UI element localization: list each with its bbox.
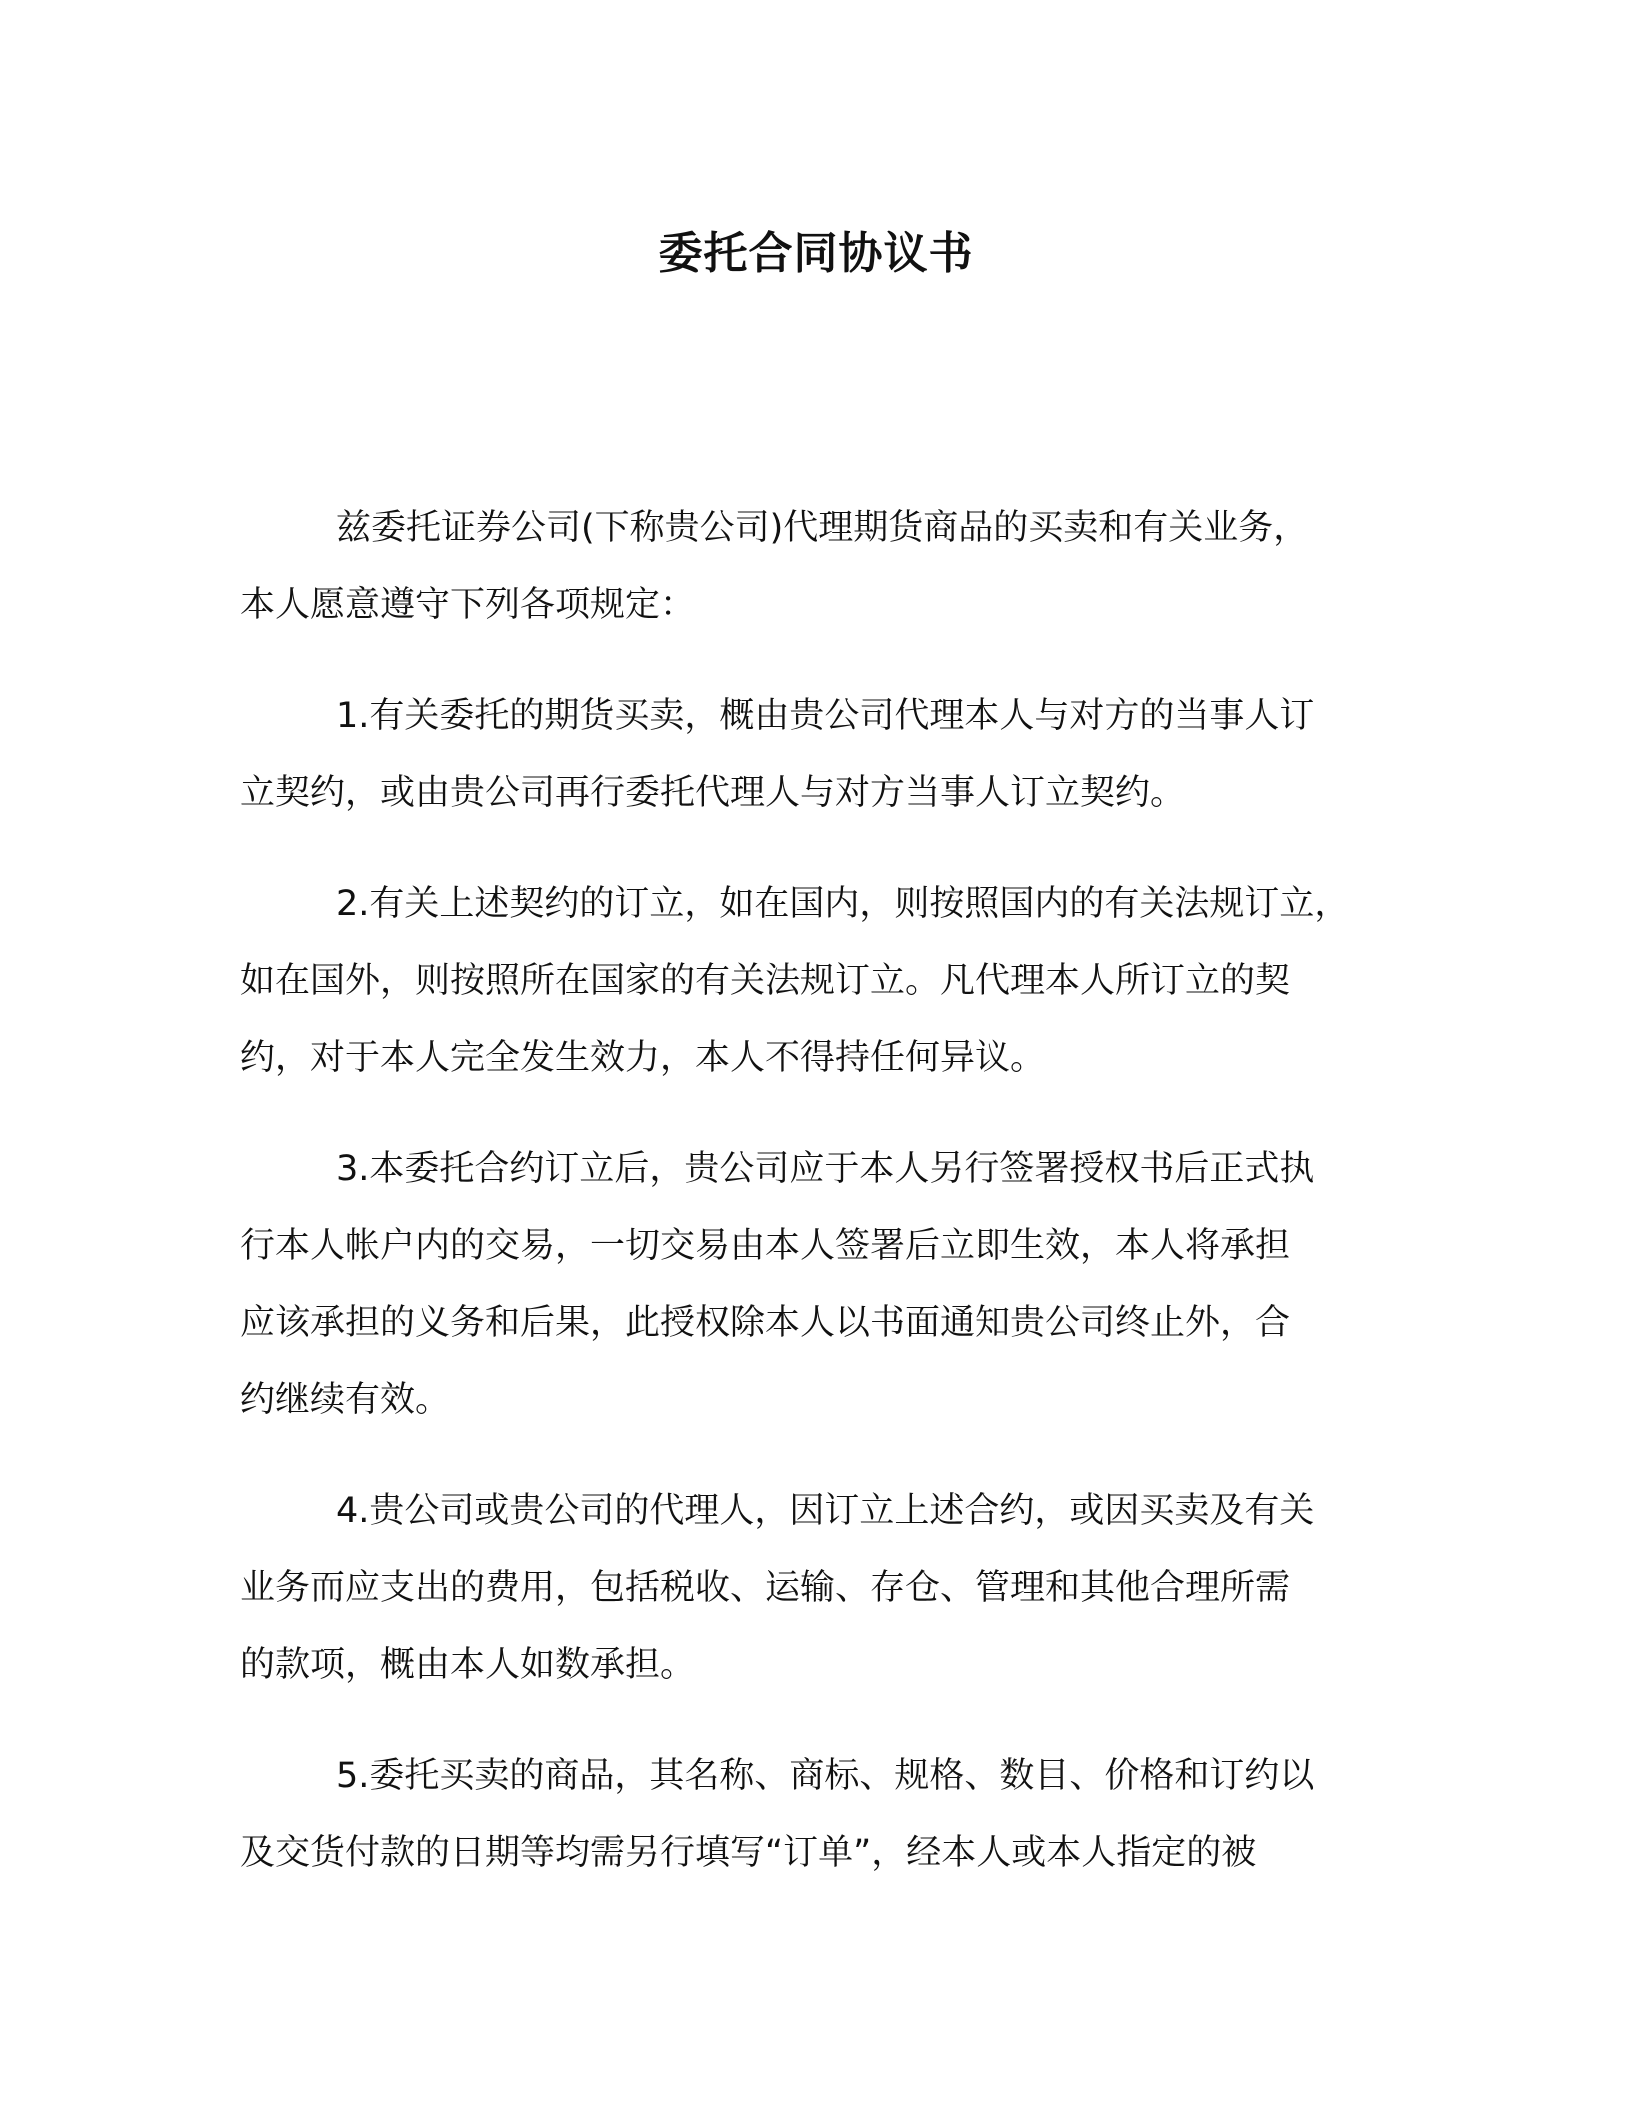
paragraph-line: 约，对于本人完全发生效力，本人不得持任何异议。 — [240, 1038, 1046, 1078]
paragraph-line: 本人愿意遵守下列各项规定： — [240, 585, 696, 625]
paragraph-line: 业务而应支出的费用，包括税收、运输、存仓、管理和其他合理所需 — [240, 1568, 1291, 1608]
paragraph-clause-3 — [240, 1131, 1390, 1439]
paragraph-line: 及交货付款的日期等均需另行填写“订单”，经本人或本人指定的被 — [240, 1833, 1257, 1873]
paragraph-line: 行本人帐户内的交易，一切交易由本人签署后立即生效，本人将承担 — [240, 1226, 1291, 1266]
document-body — [240, 490, 1390, 1926]
paragraph-line: 1.有关委托的期货买卖，概由贵公司代理本人与对方的当事人订 — [336, 696, 1315, 736]
document-title: 委托合同协议书 — [658, 228, 974, 279]
paragraph-line: 5.委托买卖的商品，其名称、商标、规格、数目、价格和订约以 — [336, 1756, 1315, 1796]
paragraph-line: 的款项，概由本人如数承担。 — [240, 1645, 696, 1685]
paragraph-line: 3.本委托合约订立后，贵公司应于本人另行签署授权书后正式执 — [336, 1149, 1315, 1189]
paragraph-line: 立契约，或由贵公司再行委托代理人与对方当事人订立契约。 — [240, 773, 1186, 813]
paragraph-line: 2.有关上述契约的订立，如在国内，则按照国内的有关法规订立， — [336, 884, 1350, 924]
paragraph-line: 4.贵公司或贵公司的代理人，因订立上述合约，或因买卖及有关 — [336, 1491, 1315, 1531]
paragraph-line: 兹委托证券公司(下称贵公司)代理期货商品的买卖和有关业务， — [336, 508, 1309, 548]
paragraph-line: 约继续有效。 — [240, 1380, 451, 1420]
paragraph-line: 应该承担的义务和后果，此授权除本人以书面通知贵公司终止外，合 — [240, 1303, 1291, 1343]
paragraph-clause-1 — [240, 678, 1390, 832]
paragraph-clause-5 — [240, 1738, 1390, 1892]
paragraph-clause-4 — [240, 1473, 1390, 1704]
paragraph-clause-2 — [240, 866, 1390, 1097]
paragraph-intro — [240, 490, 1390, 644]
paragraph-line: 如在国外，则按照所在国家的有关法规订立。凡代理本人所订立的契 — [240, 961, 1291, 1001]
